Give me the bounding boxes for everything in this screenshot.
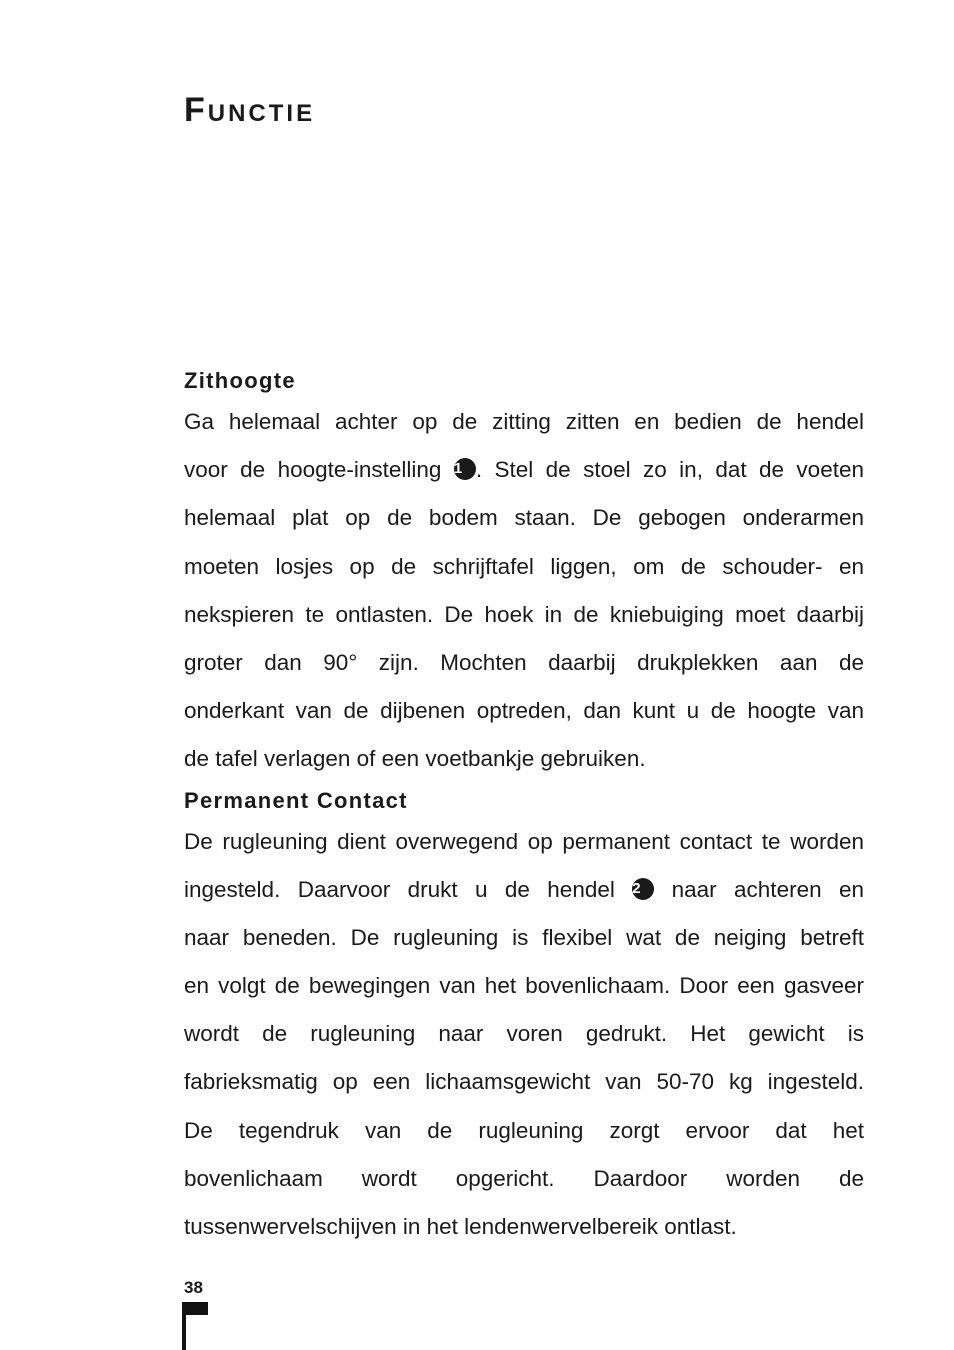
text-line: helemaal plat op de bodem staan. De gebogen onderarmen [184,505,864,531]
text-line: wordt de rugleuning naar voren gedrukt. Het gewicht is [184,1021,864,1047]
text-line: De tegendruk van de rugleuning zorgt ervoor dat het [184,1117,864,1143]
text-line: fabrieksmatig op een lichaamsgewicht van 50-70 kg ingesteld. [184,1069,864,1095]
section-heading: Zithoogte [184,368,296,393]
page-number: 38 [184,1278,203,1297]
section-heading: Permanent Contact [184,787,408,813]
section-zithoogte [184,364,864,784]
section-permanent-contact [184,784,864,1252]
text-line: bovenlichaam wordt opgericht. Daardoor worden de [184,1165,864,1191]
page-title: Functie [184,91,316,129]
text-line: groter dan 90° zijn. Mochten daarbij drukplekken aan de [184,649,864,675]
number-1-icon: 1 [454,458,476,480]
text-line: Ga helemaal achter op de zitting zitten en bedien de hendel [184,409,864,434]
text-line: en volgt de bewegingen van het bovenlichaam. Door een gasveer [184,973,864,999]
text-line: ingesteld. Daarvoor drukt u de hendel 2 naar achteren en [184,876,864,902]
text-line: tussenwervelschijven in het lendenwervelbereik ontlast. [184,1214,737,1239]
text-line: de tafel verlagen of een voetbankje gebruiken. [184,746,646,772]
text-line: naar beneden. De rugleuning is flexibel wat de neiging betreft [184,924,864,950]
content-body [184,364,864,1251]
text-line: De rugleuning dient overwegend op permanent contact te worden [184,828,864,854]
text-line: nekspieren te ontlasten. De hoek in de kniebuiging moet daarbij [184,601,864,627]
text-line: onderkant van de dijbenen optreden, dan kunt u de hoogte van [184,698,864,724]
page-corner-mark [182,1302,208,1350]
text-line: moeten losjes op de schrijftafel liggen, om de schouder- en [184,553,864,579]
number-2-icon: 2 [632,878,654,900]
text-line: voor de hoogte-instelling 1 . Stel de stoel zo in, dat de voeten [184,457,864,483]
